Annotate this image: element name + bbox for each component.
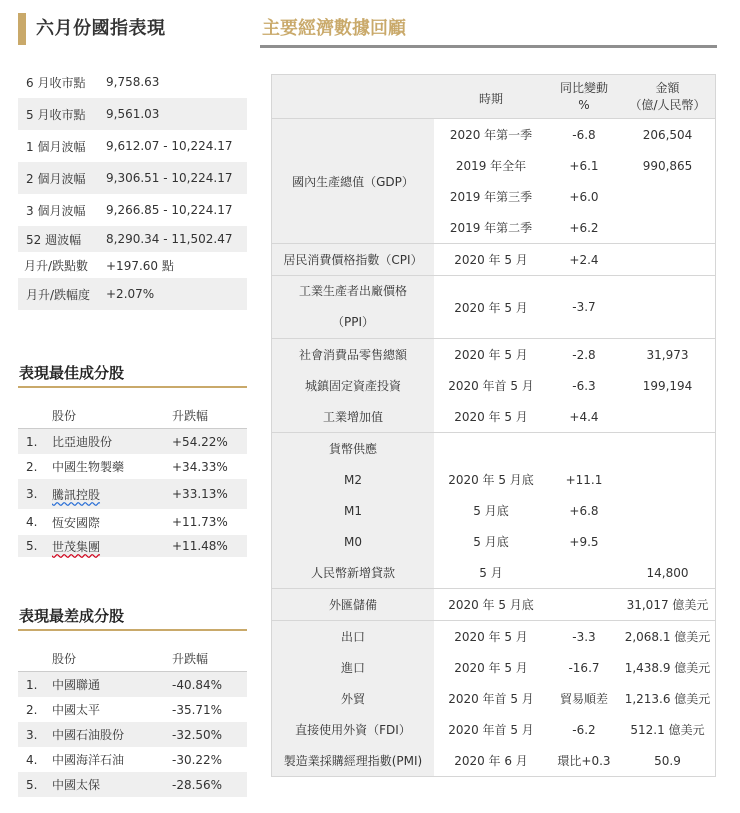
stat-value: 9,306.51 - 10,224.17 (106, 171, 233, 185)
stock-name: 比亞迪股份 (52, 435, 113, 449)
stock-name: 恆安國際 (52, 515, 101, 530)
rank: 1. (26, 677, 38, 692)
table-row (272, 589, 715, 620)
period: 2020 年第一季 (449, 128, 533, 142)
amount (620, 276, 715, 338)
indicator-label: 進口 (272, 652, 434, 683)
period: 2020 年 5 月底 (448, 598, 534, 612)
economic-data-table (271, 74, 716, 777)
ppi-label (272, 276, 434, 338)
indicator-label: 外貿 (272, 683, 434, 714)
stock-name: 中國太平 (52, 703, 101, 717)
stat-value: 8,290.34 - 11,502.47 (106, 232, 233, 246)
worst-performers-table (18, 646, 247, 797)
period: 2020 年 5 月 (454, 630, 528, 644)
header-period (434, 75, 548, 118)
indicator-label: 人民幣新增貸款 (272, 557, 434, 588)
worst-performers-title: 表現最差成分股 (18, 605, 247, 631)
indicator-label: 貨幣供應 (272, 433, 434, 464)
amount (620, 212, 715, 243)
table-row (434, 150, 715, 181)
gdp-label: 國內生產總值（GDP） (272, 119, 434, 243)
trade-group (272, 620, 715, 776)
stat-value: 9,266.85 - 10,224.17 (106, 203, 233, 217)
economic-data-title: 主要經濟數據回顧 (260, 14, 717, 48)
period: 5 月底 (473, 504, 509, 518)
table-row (18, 454, 247, 479)
period: 2020 年 6 月 (454, 754, 528, 768)
header-yoy-line2: % (578, 97, 590, 112)
stat-label: 1 個月波幅 (26, 139, 86, 154)
table-row (18, 479, 247, 509)
stock-change: -30.22% (172, 752, 223, 767)
best-performers-table (18, 403, 247, 557)
col-change: 升跌幅 (172, 409, 209, 423)
stock-change: +34.33% (172, 459, 228, 474)
amount: 50.9 (654, 753, 681, 768)
table-row (18, 697, 247, 722)
col-stock: 股份 (52, 652, 77, 666)
table-row (272, 683, 715, 714)
stat-value: 9,612.07 - 10,224.17 (106, 139, 233, 153)
yoy (548, 433, 620, 464)
amount: 1,213.6 億美元 (624, 692, 711, 706)
stat-row (18, 130, 247, 162)
stat-value: 9,561.03 (106, 107, 160, 121)
stock-name: 中國生物製藥 (52, 460, 125, 474)
amount (620, 401, 715, 432)
period: 2020 年 5 月 (454, 348, 528, 362)
stat-label: 6 月收市點 (26, 75, 86, 90)
table-row (272, 464, 715, 495)
stat-row (18, 162, 247, 194)
amount: 2,068.1 億美元 (624, 630, 711, 644)
period: 2020 年首 5 月 (448, 379, 534, 393)
table-row (272, 745, 715, 776)
period: 2020 年 5 月 (454, 253, 528, 267)
table-row (272, 526, 715, 557)
indicator-label: M0 (272, 526, 434, 557)
table-row (272, 433, 715, 464)
period (434, 433, 548, 464)
yoy: -3.7 (572, 300, 596, 314)
table-row (434, 119, 715, 150)
indicator-label: 社會消費品零售總額 (272, 339, 434, 370)
stock-change: +54.22% (172, 434, 228, 449)
table-row (18, 722, 247, 747)
yoy: -6.3 (572, 378, 596, 393)
stock-change: -28.56% (172, 777, 223, 792)
amount (620, 526, 715, 557)
yoy: +6.0 (569, 189, 599, 204)
table-row (272, 495, 715, 526)
stat-value: +2.07% (106, 287, 155, 301)
money-supply-group (272, 432, 715, 588)
table-header (18, 403, 247, 429)
indicator-label: 工業增加值 (272, 401, 434, 432)
period: 2019 年第二季 (449, 221, 533, 235)
table-row (434, 244, 715, 275)
yoy: +11.1 (565, 472, 603, 487)
stat-label: 5 月收市點 (26, 107, 86, 122)
table-header (272, 75, 715, 118)
period: 2020 年 5 月底 (448, 473, 534, 487)
period: 2020 年首 5 月 (448, 692, 534, 706)
indicator-label: 製造業採購經理指數(PMI) (272, 745, 434, 776)
table-row (272, 714, 715, 745)
rank: 2. (26, 702, 38, 717)
period: 2019 年全年 (455, 159, 527, 173)
yoy: -2.8 (572, 347, 596, 362)
yoy: 貿易順差 (559, 692, 608, 706)
col-change: 升跌幅 (172, 652, 209, 666)
gdp-group (272, 118, 715, 243)
header-amount (620, 75, 715, 118)
amount: 1,438.9 億美元 (624, 661, 711, 675)
rank: 5. (26, 539, 38, 553)
stat-row (18, 194, 247, 226)
table-row (434, 276, 715, 338)
rank: 2. (26, 459, 38, 474)
amount: 14,800 (646, 565, 689, 580)
header-period-label: 時期 (478, 92, 503, 106)
cpi-group (272, 243, 715, 275)
yoy: -6.2 (572, 722, 596, 737)
indicator-label: 外匯儲備 (272, 589, 434, 620)
period: 5 月 (479, 566, 503, 580)
table-row (272, 621, 715, 652)
yoy: +6.8 (569, 503, 599, 518)
stock-name: 中國太保 (52, 778, 101, 792)
rank: 1. (26, 434, 38, 449)
amount (620, 181, 715, 212)
period: 2020 年 5 月 (454, 300, 528, 315)
activity-group (272, 338, 715, 432)
period: 2020 年 5 月 (454, 410, 528, 424)
amount (620, 244, 715, 275)
period: 2019 年第三季 (449, 190, 533, 204)
table-row (18, 772, 247, 797)
table-row (18, 672, 247, 697)
yoy: +6.2 (569, 220, 599, 235)
yoy (548, 557, 620, 588)
table-row (18, 429, 247, 454)
table-row (434, 212, 715, 243)
period: 2020 年 5 月 (454, 661, 528, 675)
yoy: +6.1 (569, 158, 599, 173)
yoy: +9.5 (569, 534, 599, 549)
stat-value: +197.60 點 (106, 258, 174, 273)
amount (620, 464, 715, 495)
ppi-group (272, 275, 715, 338)
amount: 512.1 億美元 (630, 723, 705, 737)
rank: 4. (26, 752, 38, 767)
table-row (18, 747, 247, 772)
stock-change: -35.71% (172, 702, 223, 717)
stock-change: +11.48% (172, 539, 228, 553)
yoy: -16.7 (568, 660, 600, 675)
indicator-label: 出口 (272, 621, 434, 652)
stock-change: -40.84% (172, 677, 223, 692)
yoy: +2.4 (569, 252, 599, 267)
stat-row (18, 66, 247, 98)
indicator-label: M2 (272, 464, 434, 495)
yoy: -6.8 (572, 127, 596, 142)
header-yoy (548, 75, 620, 118)
table-row (272, 652, 715, 683)
stat-label: 月升/跌點數 (24, 258, 89, 273)
stock-name: 中國海洋石油 (52, 753, 125, 767)
header-yoy-line1: 同比變動 (559, 80, 608, 95)
rank: 4. (26, 515, 38, 529)
stock-name: 中國石油股份 (52, 728, 125, 742)
stat-row (18, 278, 247, 310)
indicator-label: 城鎮固定資產投資 (272, 370, 434, 401)
yoy: +4.4 (569, 409, 599, 424)
table-row (18, 509, 247, 535)
yoy (548, 589, 620, 620)
col-stock: 股份 (52, 409, 77, 423)
table-row (434, 181, 715, 212)
stock-name: 騰訊控股 (52, 487, 101, 502)
rank: 3. (26, 487, 38, 501)
amount: 199,194 (642, 378, 693, 393)
table-row (272, 557, 715, 588)
header-blank (272, 75, 434, 118)
table-row (272, 370, 715, 401)
stat-label: 52 週波幅 (26, 232, 82, 247)
stock-name: 中國聯通 (52, 678, 101, 692)
stat-row (18, 98, 247, 130)
stock-change: +33.13% (172, 487, 228, 501)
stat-label: 3 個月波幅 (26, 203, 86, 218)
amount: 31,973 (646, 347, 689, 362)
stat-label: 月升/跌幅度 (26, 287, 91, 302)
cpi-label: 居民消費價格指數（CPI） (272, 244, 434, 275)
table-row (18, 535, 247, 557)
amount (620, 495, 715, 526)
period: 5 月底 (473, 535, 509, 549)
yoy: 環比+0.3 (557, 754, 611, 768)
stock-name: 世茂集團 (52, 539, 101, 554)
ppi-label-line1: 工業生產者出廠價格 (298, 284, 407, 298)
stat-label: 2 個月波幅 (26, 171, 86, 186)
stock-change: +11.73% (172, 515, 228, 529)
rank: 5. (26, 777, 38, 792)
amount: 206,504 (642, 127, 693, 142)
period: 2020 年首 5 月 (448, 723, 534, 737)
index-stats-table (18, 66, 247, 310)
stat-row (18, 252, 247, 278)
best-performers-title: 表現最佳成分股 (18, 362, 247, 388)
stock-change: -32.50% (172, 727, 223, 742)
amount: 990,865 (642, 158, 693, 173)
stat-row (18, 226, 247, 252)
yoy: -3.3 (572, 629, 596, 644)
header-amount-line2: （億/人民幣） (629, 97, 706, 112)
indicator-label: 直接使用外資（FDI） (272, 714, 434, 745)
rank: 3. (26, 727, 38, 742)
table-header (18, 646, 247, 672)
header-amount-line1: 金額 (655, 80, 680, 95)
amount (620, 433, 715, 464)
indicator-label: M1 (272, 495, 434, 526)
ppi-label-line2: （PPI） (331, 315, 374, 329)
index-performance-title: 六月份國指表現 (18, 13, 248, 45)
table-row (272, 401, 715, 432)
reserves-group (272, 588, 715, 620)
stat-value: 9,758.63 (106, 75, 160, 89)
table-row (272, 339, 715, 370)
amount: 31,017 億美元 (626, 598, 709, 612)
